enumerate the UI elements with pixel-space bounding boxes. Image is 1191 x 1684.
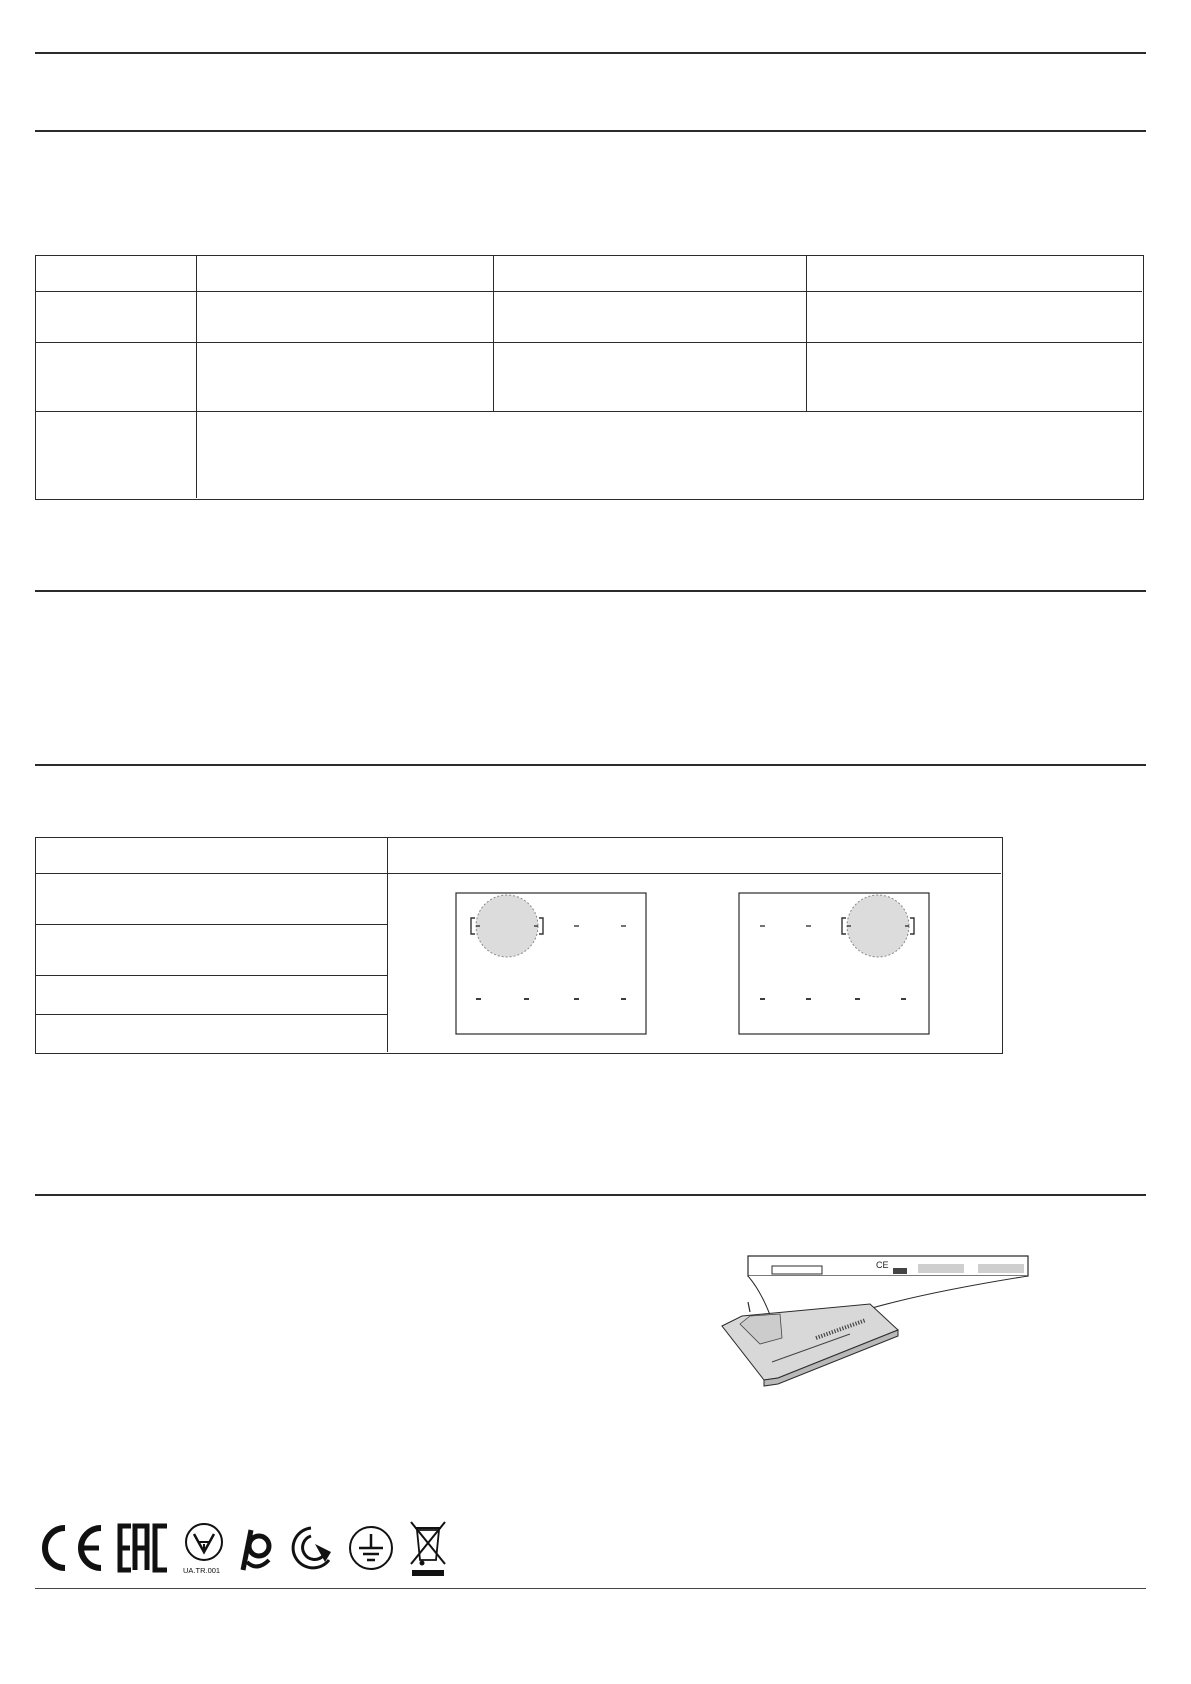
section-rule-2 xyxy=(35,130,1146,132)
table-cell xyxy=(197,412,1142,498)
table-cell xyxy=(388,838,1001,874)
table-cell xyxy=(36,256,197,292)
technical-data-table xyxy=(35,255,1144,500)
hob-diagram-left xyxy=(455,892,650,1037)
table-cell xyxy=(197,343,494,412)
ce-mark-icon xyxy=(35,1522,107,1574)
table-cell xyxy=(36,343,197,412)
section-rule-4 xyxy=(35,764,1146,766)
table-cell xyxy=(36,412,197,498)
table-cell xyxy=(807,292,1142,343)
section-rule-1 xyxy=(35,52,1146,54)
ua-tr-mark-icon xyxy=(181,1520,227,1578)
table-cell xyxy=(807,256,1142,292)
table-cell xyxy=(36,1015,388,1052)
table-cell xyxy=(494,256,807,292)
eac-mark-icon xyxy=(117,1522,171,1574)
table-cell xyxy=(36,292,197,343)
table-cell xyxy=(36,838,388,874)
table-cell xyxy=(36,925,388,976)
svg-text:CE: CE xyxy=(876,1260,889,1270)
rating-plate-illustration xyxy=(720,1250,1040,1400)
rostest-mark-icon xyxy=(235,1522,277,1574)
section-rule-3 xyxy=(35,590,1146,592)
table-cell xyxy=(807,343,1142,412)
table-cell xyxy=(36,874,388,925)
weee-bin-icon xyxy=(405,1518,451,1578)
gost-mark-icon xyxy=(285,1522,337,1574)
section-rule-5 xyxy=(35,1194,1146,1196)
hob-diagram-right xyxy=(738,892,933,1037)
table-cell xyxy=(36,976,388,1015)
table-cell xyxy=(494,292,807,343)
table-cell xyxy=(197,256,494,292)
certification-logos xyxy=(35,1518,475,1578)
table-cell xyxy=(494,343,807,412)
footer-rule xyxy=(35,1588,1146,1589)
ua-mark-text: UA.TR.001 xyxy=(183,1566,221,1575)
table-cell xyxy=(197,292,494,343)
earth-ground-icon xyxy=(345,1522,397,1574)
